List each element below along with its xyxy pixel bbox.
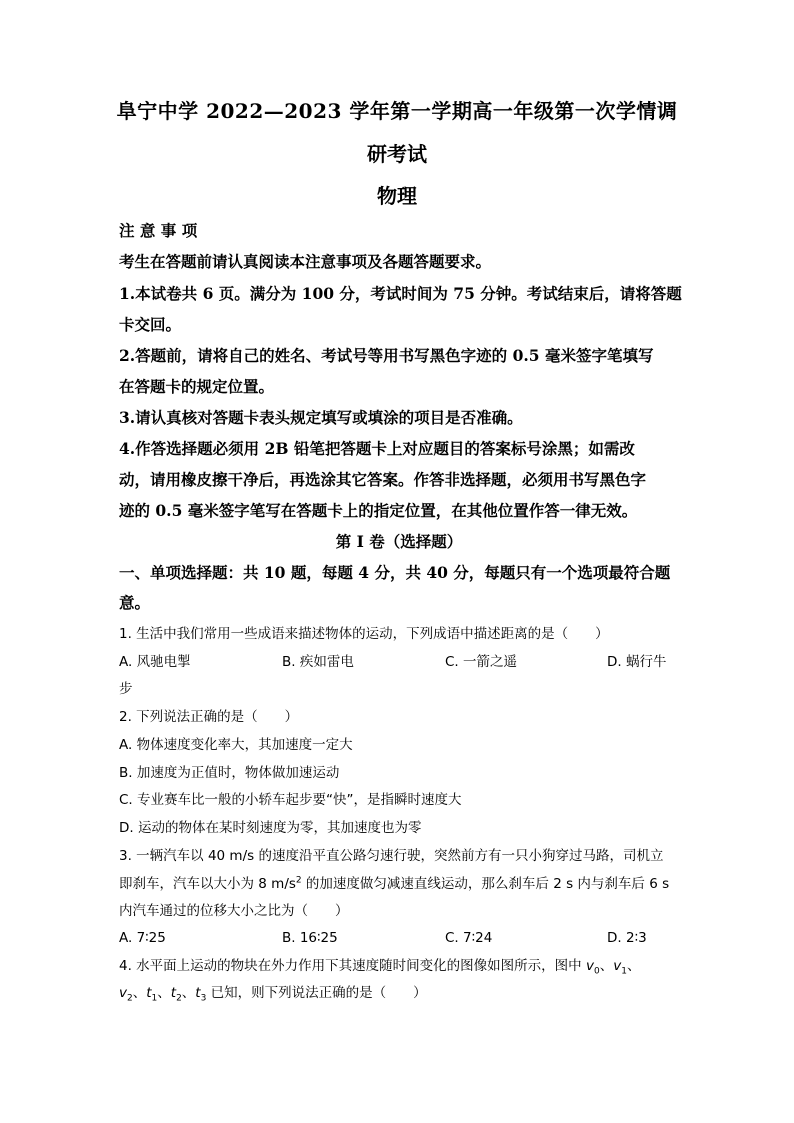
q3-line1: 3. 一辆汽车以 40 m/s 的速度沿平直公路匀速行驶，突然前方有一只小狗穿过马路，司机立 — [119, 848, 664, 864]
notice-item-1: 1.本试卷共 6 页。满分为 100 分，考试时间为 75 分钟。考试结束后，请将答题 — [119, 284, 682, 303]
q1-option-d-cont: 步 — [119, 681, 133, 697]
q4-line1: 4. 水平面上运动的物块在外力作用下其速度随时间变化的图像如图所示，图中 $v_0$、$v_1$、 — [119, 958, 641, 977]
notice-heading: 注 意 事 项 — [119, 221, 198, 240]
q4-symbol-t1: t — [146, 985, 152, 1001]
q3-option-d: D. 2∶3 — [607, 930, 647, 946]
volume-heading: 第 I 卷（选择题） — [335, 532, 463, 551]
q1-options — [119, 648, 679, 676]
notice-item-2-cont: 在答题卡的规定位置。 — [119, 377, 275, 396]
q1-option-b: B. 疾如雷电 — [282, 654, 354, 670]
q2-option-b: B. 加速度为正值时，物体做加速运动 — [119, 765, 340, 781]
q4-symbol-t3: t — [195, 985, 201, 1001]
exam-title-line2: 研考试 — [367, 142, 427, 166]
q2-stem: 2. 下列说法正确的是（ ） — [119, 709, 299, 725]
q3-option-c: C. 7∶24 — [445, 930, 493, 946]
q3-option-a: A. 7∶25 — [119, 930, 166, 946]
q3-options — [119, 924, 679, 952]
notice-item-3: 3.请认真核对答题卡表头规定填写或填涂的项目是否准确。 — [119, 408, 523, 427]
q1-option-a: A. 风驰电掣 — [119, 654, 191, 670]
notice-item-1-cont: 卡交回。 — [119, 315, 182, 334]
part-heading-cont: 意。 — [119, 593, 151, 612]
q4-symbol-v2: v — [119, 985, 127, 1001]
q4-line2: $v_2$、$t_1$、$t_2$、$t_3$ 已知，则下列说法正确的是（ ） — [119, 985, 427, 1004]
q3-line2-pre: 即刹车，汽车以大小为 8 m/s — [119, 876, 296, 892]
q1-option-d: D. 蜗行牛 — [607, 654, 667, 670]
q4-symbol-v1: v — [613, 958, 622, 974]
q3-line2-post: 的加速度做匀减速直线运动，那么刹车后 2 s 内与刹车后 6 s — [301, 876, 670, 892]
q3-option-b: B. 16∶25 — [282, 930, 338, 946]
q4-symbol-v0: v — [585, 958, 594, 974]
notice-item-2: 2.答题前，请将自己的姓名、考试号等用书写黑色字迹的 0.5 毫米签字笔填写 — [119, 346, 654, 365]
subject-title: 物理 — [377, 184, 417, 208]
q4-line1-text: 4. 水平面上运动的物块在外力作用下其速度随时间变化的图像如图所示，图中 — [119, 958, 582, 974]
q2-option-c: C. 专业赛车比一般的小轿车起步要“快”，是指瞬时速度大 — [119, 792, 462, 808]
part-heading: 一、单项选择题：共 10 题，每题 4 分，共 40 分，每题只有一个选项最符合题 — [119, 563, 671, 582]
q3-line2 — [119, 870, 679, 898]
notice-item-4-cont1: 动，请用橡皮擦干净后，再选涂其它答案。作答非选择题，必须用书写黑色字 — [119, 470, 647, 489]
notice-intro: 考生在答题前请认真阅读本注意事项及各题答题要求。 — [119, 252, 492, 271]
q2-option-d: D. 运动的物体在某时刻速度为零，其加速度也为零 — [119, 820, 422, 836]
q3-line3: 内汽车通过的位移大小之比为（ ） — [119, 903, 349, 919]
q1-option-c: C. 一箭之遥 — [445, 654, 518, 670]
notice-item-4-cont2: 迹的 0.5 毫米签字笔写在答题卡上的指定位置，在其他位置作答一律无效。 — [119, 501, 638, 520]
q3-line2-sup: 2 — [295, 875, 302, 886]
q4-symbol-t2: t — [170, 985, 177, 1001]
q4-line2-text: 已知，则下列说法正确的是（ ） — [210, 985, 427, 1001]
notice-item-4: 4.作答选择题必须用 2B 铅笔把答题卡上对应题目的答案标号涂黑；如需改 — [119, 439, 635, 458]
q1-stem: 1. 生活中我们常用一些成语来描述物体的运动，下列成语中描述距离的是（ ） — [119, 626, 609, 642]
exam-title-line1: 阜宁中学 2022—2023 学年第一学期高一年级第一次学情调 — [116, 99, 678, 123]
q2-option-a: A. 物体速度变化率大，其加速度一定大 — [119, 737, 353, 753]
